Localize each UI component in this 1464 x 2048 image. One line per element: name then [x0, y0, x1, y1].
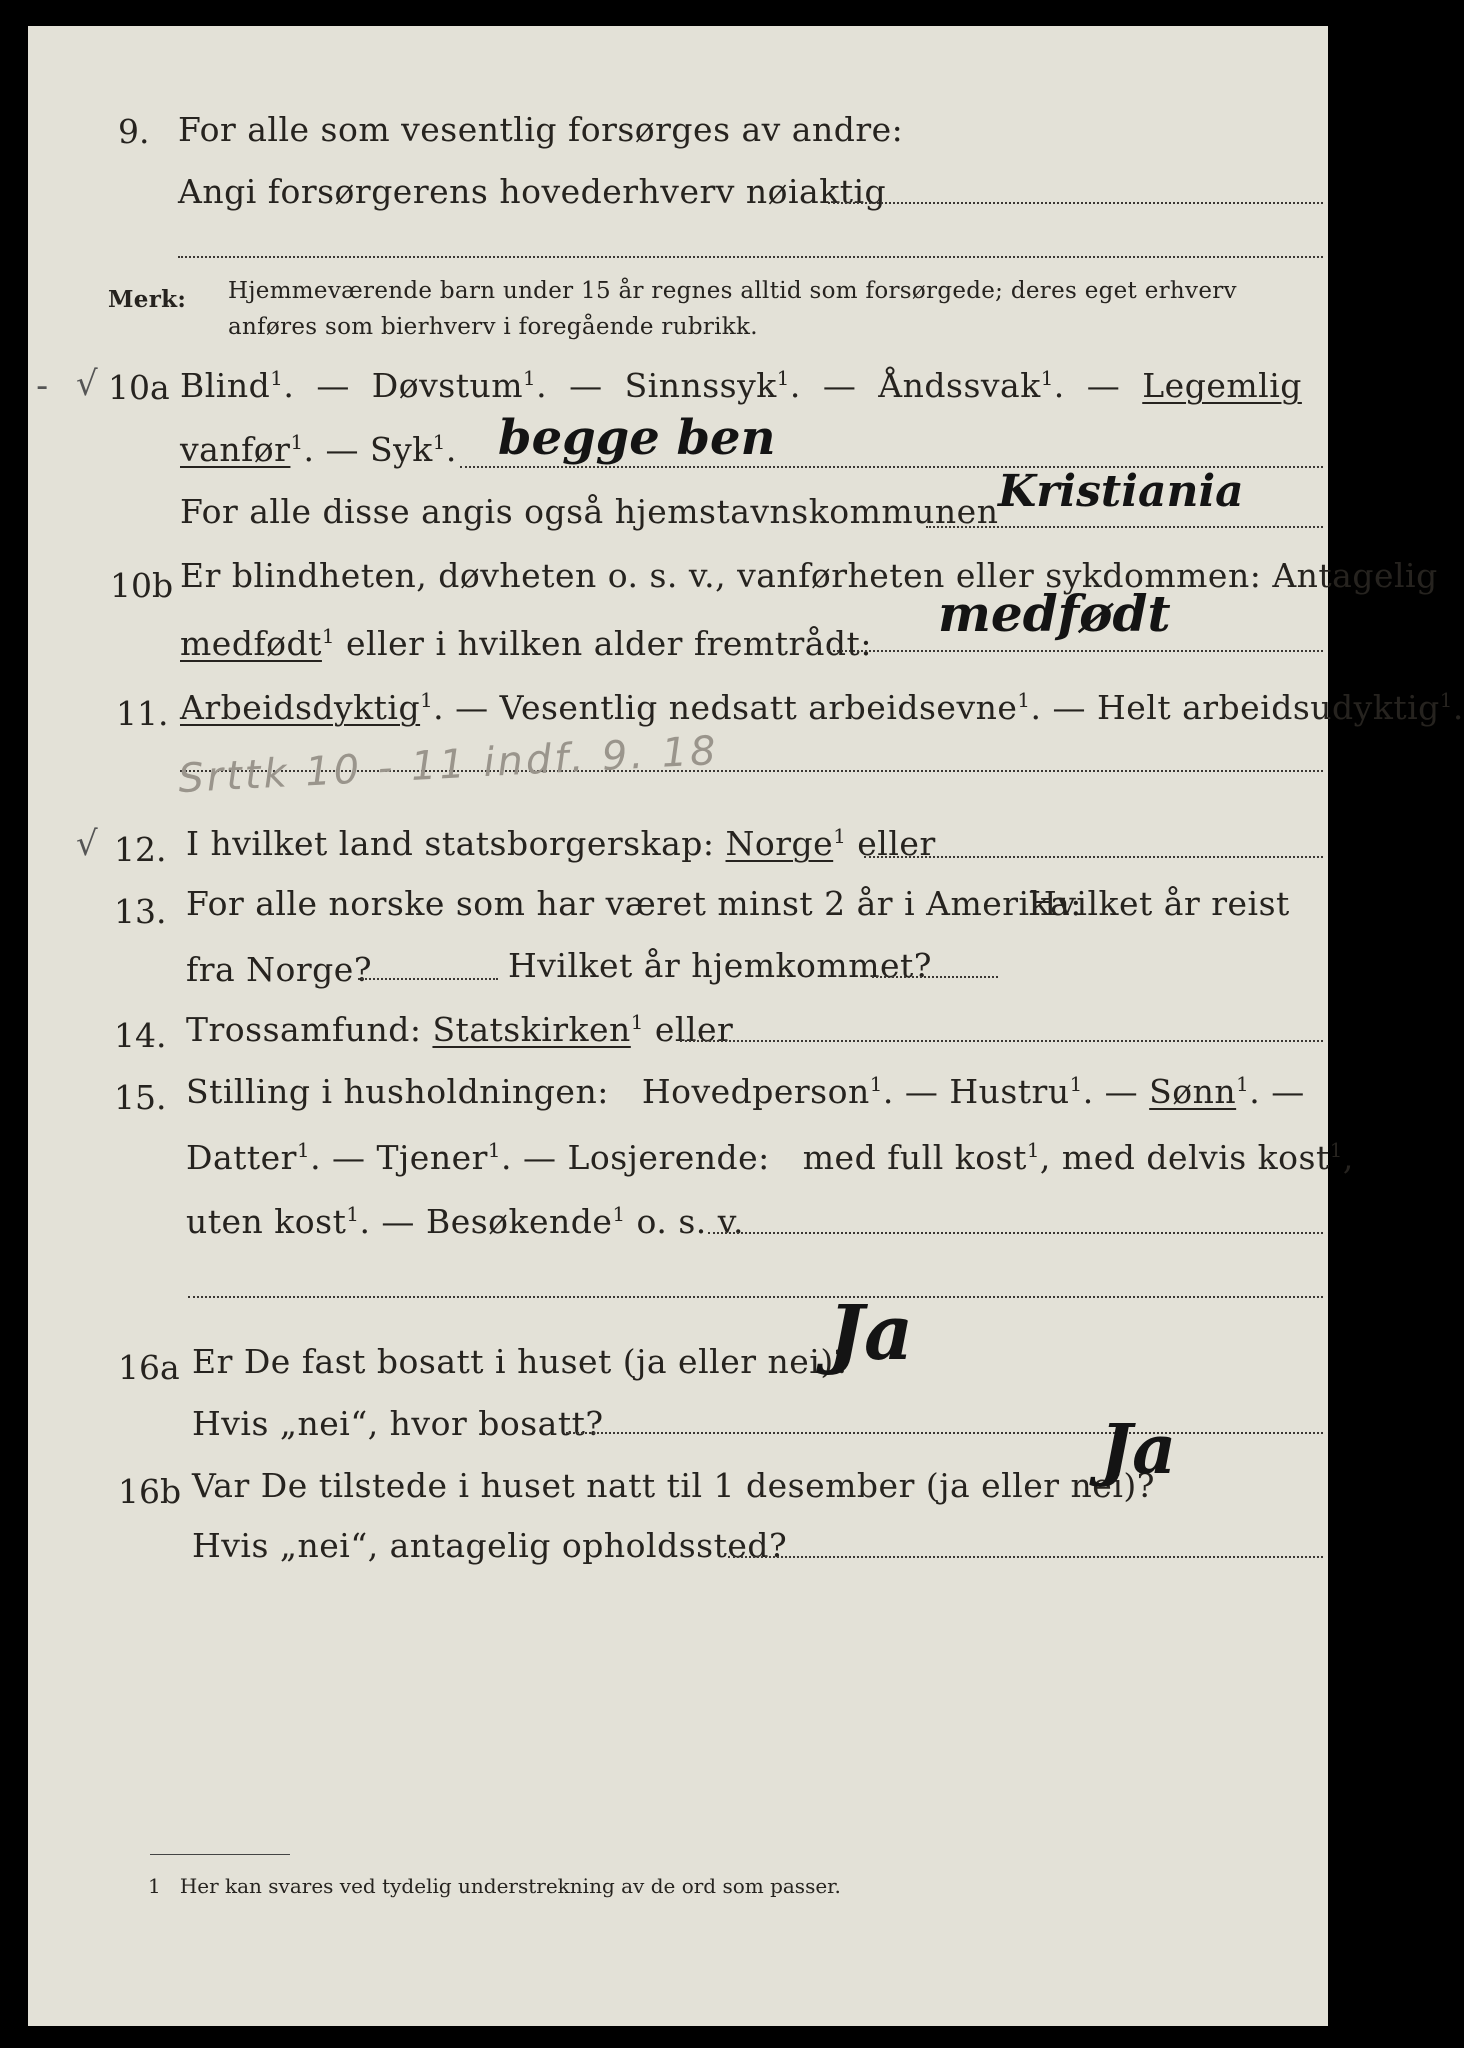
q14-number: 14. [114, 1016, 167, 1055]
q16a-line2: Hvis „nei“, hvor bosatt? [192, 1404, 604, 1443]
opt-dovstum: Døvstum [371, 366, 524, 405]
opt-delvis-kost: med delvis kost [1061, 1138, 1330, 1177]
opt-hustru: Hustru [949, 1072, 1070, 1111]
opt-syk: Syk [370, 430, 433, 469]
footnote-mark: 1 [148, 1874, 161, 1898]
opt-nedsatt: Vesentlig nedsatt arbeidsevne [499, 688, 1018, 727]
q9-number: 9. [118, 112, 150, 151]
opt-blind: Blind [180, 366, 271, 405]
opt-norge: Norge [725, 824, 834, 863]
opt-datter: Datter [186, 1138, 297, 1177]
q9-line2: Angi forsørgerens hovederhverv nøiaktig [178, 172, 887, 211]
q10b-line1: Er blindheten, døvheten o. s. v., vanførheten eller sykdommen: Antagelig [180, 556, 1438, 595]
q10b-line2: medfødt$^1$ eller i hvilken alder fremtrådt: [180, 624, 872, 663]
q15-answer-line-2 [188, 1296, 1323, 1298]
opt-arbeidsdyktig: Arbeidsdyktig [180, 688, 421, 727]
q16b-number: 16b [118, 1472, 182, 1511]
q9-answer-line [828, 202, 1323, 204]
opt-losjerende: Losjerende: [567, 1138, 770, 1177]
q15-line3: uten kost$^1$. — Besøkende$^1$ o. s. v. [186, 1202, 744, 1241]
q15-label: Stilling i husholdningen: [186, 1072, 609, 1111]
opt-medfodt: medfødt [180, 624, 322, 663]
opt-besokende: Besøkende [425, 1202, 613, 1241]
footnote [148, 1874, 841, 1898]
q15-answer-line [708, 1232, 1323, 1234]
q13-number: 13. [114, 892, 167, 931]
q15-osv: o. s. v. [636, 1202, 744, 1241]
q12-text: I hvilket land statsborgerskap: [186, 824, 715, 863]
opt-statskirken: Statskirken [432, 1010, 631, 1049]
q14-line: Trossamfund: Statskirken$^1$ eller [186, 1010, 734, 1049]
opt-full-kost: med full kost [802, 1138, 1027, 1177]
q13-hjemkommet-line [872, 976, 998, 978]
q12-answer-line [864, 856, 1323, 858]
q10a-line3: For alle disse angis også hjemstavnskommunen [180, 492, 999, 531]
q10b-handwritten-answer: medfødt [938, 584, 1171, 643]
q10b-number: 10b [110, 566, 174, 605]
opt-uten-kost: uten kost [186, 1202, 347, 1241]
footnote-rule [150, 1854, 290, 1855]
q13-line1: For alle norske som har været minst 2 år i Amerika: [186, 884, 1082, 923]
q16b-line2: Hvis „nei“, antagelig opholdssted? [192, 1526, 788, 1565]
q11-line: Arbeidsdyktig$^1$. — Vesentlig nedsatt arbeidsevne$^1$. — Helt arbeidsudyktig$^1$. [180, 688, 1464, 727]
opt-sonn: Sønn [1149, 1072, 1237, 1111]
q10a-hjemstavn-line [926, 526, 1323, 528]
check-mark-12: √ [76, 824, 98, 864]
q10a-number: 10a [108, 368, 170, 407]
q11-number: 11. [116, 694, 169, 733]
q15-number: 15. [114, 1078, 167, 1117]
q14-eller: eller [654, 1010, 734, 1049]
q9-answer-line-2 [178, 256, 1323, 258]
q16b-handwritten-answer: Ja [1100, 1410, 1177, 1490]
opt-tjener: Tjener [376, 1138, 488, 1177]
opt-sinnssyk: Sinnssyk [624, 366, 777, 405]
q10a-line2: vanfør$^1$. — Syk$^1$. [180, 430, 457, 469]
q13-line2a: fra Norge? [186, 950, 373, 989]
q14-answer-line [680, 1040, 1323, 1042]
q15-line1: Stilling i husholdningen: Hovedperson$^1$. — Hustru$^1$. — Sønn$^1$. — [186, 1072, 1305, 1111]
pencil-annotation: Srttk 10 - 11 indf. 9. 18 [177, 727, 720, 803]
q16a-number: 16a [118, 1348, 180, 1387]
q12-line: I hvilket land statsborgerskap: Norge$^1$ eller [186, 824, 936, 863]
q9-line1: For alle som vesentlig forsørges av andre: [178, 110, 904, 149]
q16a-line1: Er De fast bosatt i huset (ja eller nei)? [192, 1342, 852, 1381]
merk-label: Merk: [108, 286, 187, 313]
opt-legemlig: Legemlig [1142, 366, 1302, 405]
q13-line1b: Hvilket år reist [1028, 884, 1290, 923]
q14-text: Trossamfund: [186, 1010, 422, 1049]
footnote-text: Her kan svares ved tydelig understrekning av de ord som passer. [179, 1874, 841, 1898]
q10b-line2-rest: eller i hvilken alder fremtrådt: [346, 624, 872, 663]
q12-eller: eller [857, 824, 936, 863]
q12-number: 12. [114, 830, 167, 869]
opt-vanfor: vanfør [180, 430, 291, 469]
merk-line2: anføres som bierhverv i foregående rubrikk. [228, 314, 758, 340]
q10a-handwritten-kommune: Kristiania [998, 466, 1244, 517]
margin-dash: - [36, 366, 49, 406]
census-form-page [28, 26, 1464, 2026]
q15-line2: Datter$^1$. — Tjener$^1$. — Losjerende: med full kost$^1$, med delvis kost$^1$, [186, 1138, 1354, 1177]
q10a-line1: Blind$^1$. — Døvstum$^1$. — Sinnssyk$^1$. — Åndssvak$^1$. — Legemlig [180, 366, 1302, 405]
opt-udyktig: Helt arbeidsudyktig [1096, 688, 1440, 727]
q10a-handwritten-answer: begge ben [498, 410, 776, 466]
q13-reist-line [358, 978, 498, 980]
q16a-handwritten-answer: Ja [828, 1288, 914, 1377]
merk-line1: Hjemmeværende barn under 15 år regnes alltid som forsørgede; deres eget erhverv [228, 278, 1237, 304]
check-mark-10a: √ [76, 364, 98, 404]
q16b-answer-line [728, 1556, 1323, 1558]
q10b-answer-line [828, 650, 1323, 652]
q16a-answer-line [566, 1432, 1323, 1434]
q13-line2b: Hvilket år hjemkommet? [508, 946, 932, 985]
q16b-line1: Var De tilstede i huset natt til 1 desember (ja eller nei)? [192, 1466, 1155, 1505]
opt-hovedperson: Hovedperson [641, 1072, 870, 1111]
opt-andssvak: Åndssvak [878, 366, 1041, 405]
